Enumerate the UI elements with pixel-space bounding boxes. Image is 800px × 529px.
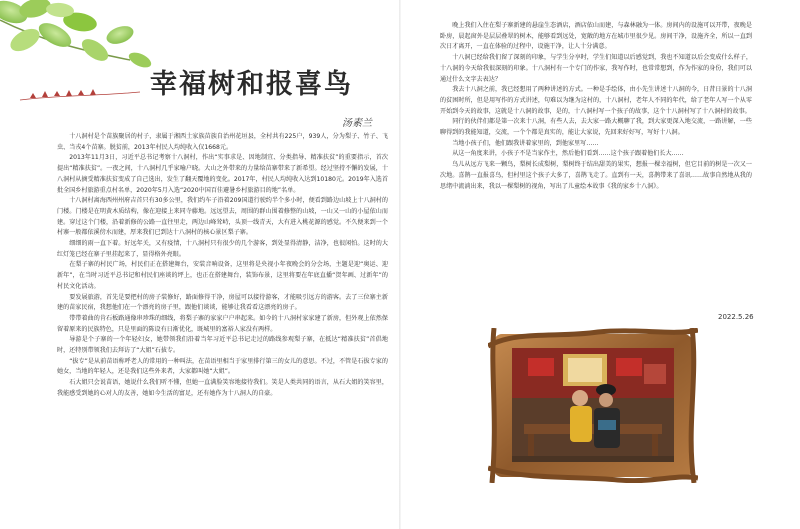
- paragraph: 要发展旅游，首先是要把村的房子装修好，路面修得干净，房屋可以接待游客，才能吸引远方的游客。去了三位寨主新建的苗家民宿，我想他们在一个漂亮的房子里，跟他们谈谈，能够让我看看这漂亮的房子。: [57, 293, 388, 312]
- paragraph: 十八洞已经给我们留了深刻的印象，与学生分享时，学生们知道以后感觉到，我也不知道以后会变成什么样子，十八洞的今天给我很深刻的印象。十八洞村有一个专门的作家，我写作时，也常常想到，作为作家的身份，我们可以通过什么文字去表达？: [440, 54, 752, 83]
- right-text-column: [440, 21, 752, 192]
- paragraph: 十八洞村是个苗族聚居的村子，隶属于湘西土家族苗族自治州花垣县，全村共有225户，939人，分为梨子、竹子、飞虫、当戎4个苗寨。脱贫前，2013年村民人均纯收入仅1668元。: [57, 133, 388, 151]
- paragraph: 鸟儿从远方飞来一颗鸟，梨树长成梨树，梨树终于结出甜美的果实，想报一棵幸福树，但它目前的树是一次又一次地。喜鹊一直报喜鸟，但村里这个孩子大多了，喜鹊飞走了。直到有一天，喜鹊带来了喜讯……故事自然地从我的思绪中流淌出来，我以一棵梨树的视角，写出了儿童绘本故事《我的家乡十八洞》。: [440, 161, 752, 190]
- paragraph: 细细的雨一直下着。好远年关，又有疫情，十八洞村只有很少的几个游客，到处显得清静，洁净，也很闲怕。这时的大红灯笼已经在寨子里挂起来了，显得格外亮眼。: [57, 240, 388, 258]
- paragraph: 十八洞村离海西州州府吉首只有30多公里，我们约车子沿着209国道行驶约半个多小时，便看到路边山坡上十八洞村的门楼。门楼是在明黄木质结构，像在迎接上来同寺藤地。远远望去，周围的群山围着修整的山坡，一山又一山的小屋依山而建。穿过这个门楼，沿着新修的公路一直往里走，两边山峰耸峙，头顶一线青天，大有进入桃花源的感觉。不久便来到一个村寨一般都依溪傍水而建，厚来我们已到达十八洞村的核心景区梨子寨。: [57, 197, 388, 237]
- paragraph: “拔专”是从前苗语称呼老人的常用的一种叫法，在苗语里相当于家里排行第三的女儿的意思。不过，不管是石拔专家的她女，当地的年轻人，还是我们这些外来者，大家都叫她“大姐”。: [57, 357, 388, 376]
- left-text-column: [57, 132, 388, 400]
- paragraph: 带带着曲的肯石板路通像串珍珠的细线，将梨子寨的家家户户串起来。如今的十八洞村家家建了新房，但外观上依然保留着原来的民族特色，只是里面的陈设有日渐优化，既城里的富裕人家没有两样。: [57, 314, 388, 333]
- paragraph: 从这一角度来讲，小孩子不是当家作主，然后他们看到……这个孩子跟着他们长大……: [452, 150, 684, 158]
- paragraph: 在梨子寨的村民广场，村民们正在搭建舞台，安装音响设备，这里将是央视小年夜晚会的分会场，主题是迎“奥运、迎新年”，在当时习近平总书记和村民们座谈的坪上，也正在搭建舞台，装饰布景，这里将要在年底直播“贺年画、过新年”的村民文化活动。: [57, 261, 388, 290]
- photo-interior: [512, 348, 674, 462]
- framed-photo: [488, 328, 698, 483]
- article-title: 幸福树和报喜鸟: [150, 69, 353, 100]
- paragraph: 导游是个子寨的一个年轻妇女，她带领我们沿着当年习近平总书记走过的路线参观梨子寨，在抵达“精准扶贫”首倡地时，还特别带领我们去拜访了“大姐”石拔专。: [57, 336, 388, 355]
- paragraph: 同行的伙伴们都是第一次来十八洞，有些人去，去大家一路大概聊了我，到大家更深入地交流，一路讲解，一些聊得到的我能知道，交流，一个个都是真实的，能让大家说，先回来好好写，写好十八洞。: [440, 118, 752, 137]
- page-spine: [399, 0, 401, 529]
- article-author: 汤素兰: [342, 118, 372, 129]
- paragraph: 晚上我们入住在梨子寨新建的悬崖生态酒店，酒店依山而建，与森林融为一体。房间内的设施可以开带，夜晚是卧房，晨起窗外是层层叠翠的树木，能够看到远处，宽敞的地方在城市里很少见。房间干净，设施齐全，所以一直到次日才离开，一直在体验的过程中，设施干净，让人十分满意。: [440, 22, 752, 51]
- paragraph: 我去十八洞之前，我已经想用了两种讲述的方式。一种是手绘体，由小先生讲述十八洞的今，日昔日景的十八洞的贫困时所，但是用写作的方式讲述，句难以为继为这村的，十八洞村，老年人不同的年代，给了老年人写一个从零开始到今天的故事，这就是十八洞的故事，是的，十八洞村写一个孩子的故事，这个十八洞村写了十八洞村的故事。: [440, 86, 752, 115]
- article-date: 2022.5.26: [718, 313, 754, 321]
- paragraph: 当地小孩子们，他们跟我讲着家里的，到他家里写……: [452, 139, 599, 147]
- paragraph: 2013年11月3日，习近平总书记考察十八洞村，作出“实事求是、因地制宜、分类指导、精准扶贫”的重要指示，首次提出“精准扶贫”。一夜之间，十八洞村几乎家喻户晓。大山之外带来的力量给苗寨带来了新希望。经过坚持不懈的发展，十八洞村从摘受精准扶贫变成了自己选出，发生了翻天覆地的变化。2017年，村民人均纯收入达到10180元。2019年入选首批全国乡村旅游重点村名单，2020年5月入选“2020中国百佳避暑乡村旅游目的地”名单。: [57, 154, 388, 194]
- paragraph: 石大姐只会说苗语，她说什么我们听不懂，但她一直满脸笑容地接待我们。笑是人类共同的语言，从石大姐的笑容里，我能感受到她的心对人的友善，她如今生活的富足，还有她作为十八洞人的自豪。: [57, 379, 388, 397]
